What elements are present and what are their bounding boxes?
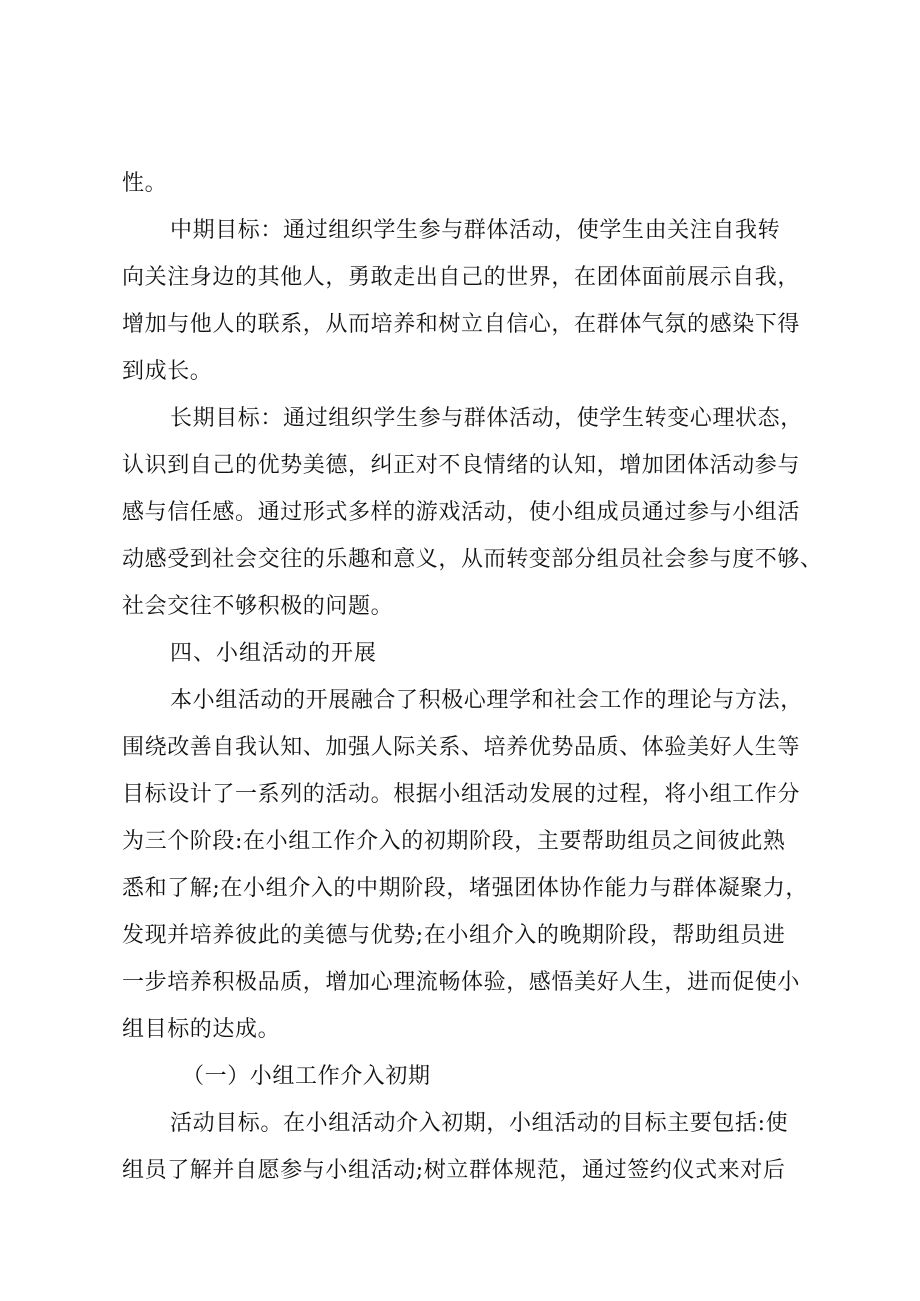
paragraph-first-line: 长期目标：通过组织学生参与群体活动，使学生转变心理状态， bbox=[170, 406, 803, 431]
paragraph-line: 为三个阶段:在小组工作介入的初期阶段，主要帮助组员之间彼此熟 bbox=[122, 829, 786, 854]
paragraph-line: 发现并培养彼此的美德与优势;在小组介入的晚期阶段，帮助组员进 bbox=[122, 923, 786, 948]
paragraph-line: 悉和了解;在小组介入的中期阶段，堵强团体协作能力与群体凝聚力， bbox=[122, 876, 809, 901]
subsection-heading: （一）小组工作介入初期 bbox=[182, 1064, 431, 1089]
paragraph-line: 性。 bbox=[122, 171, 168, 196]
paragraph-line: 组目标的达成。 bbox=[122, 1017, 281, 1042]
document-page bbox=[122, 160, 822, 1194]
paragraph-line: 社会交往不够积极的问题。 bbox=[122, 594, 394, 619]
paragraph-line: 感与信任感。通过形式多样的游戏活动，使小组成员通过参与小组活 bbox=[122, 500, 801, 525]
paragraph-line: 动感受到社会交往的乐趣和意义，从而转变部分组员社会参与度不够、 bbox=[122, 547, 823, 572]
paragraph-line: 目标设计了一系列的活动。根据小组活动发展的过程，将小组工作分 bbox=[122, 782, 801, 807]
paragraph-line: 围绕改善自我认知、加强人际关系、培养优势品质、体验美好人生等 bbox=[122, 735, 801, 760]
paragraph-line: 向关注身边的其他人，勇敢走出自己的世界，在团体面前展示自我， bbox=[122, 265, 801, 290]
paragraph-first-line: 活动目标。在小组活动介入初期，小组活动的目标主要包括:使 bbox=[170, 1111, 789, 1136]
paragraph-first-line: 本小组活动的开展融合了积极心理学和社会工作的理论与方法， bbox=[170, 688, 803, 713]
section-heading: 四、小组活动的开展 bbox=[170, 641, 378, 666]
paragraph-line: 增加与他人的联系，从而培养和树立自信心，在群体气氛的感染下得 bbox=[122, 312, 801, 337]
paragraph-line: 组员了解并自愿参与小组活动;树立群体规范，通过签约仪式来对后 bbox=[122, 1158, 786, 1183]
paragraph-line: 到成长。 bbox=[122, 359, 213, 384]
paragraph-line: 认识到自己的优势美德，纠正对不良情绪的认知，增加团体活动参与 bbox=[122, 453, 801, 478]
paragraph-first-line: 中期目标：通过组织学生参与群体活动，使学生由关注自我转 bbox=[170, 218, 781, 243]
paragraph-line: 一步培养积极品质，增加心理流畅体验，感悟美好人生，进而促使小 bbox=[122, 970, 801, 995]
